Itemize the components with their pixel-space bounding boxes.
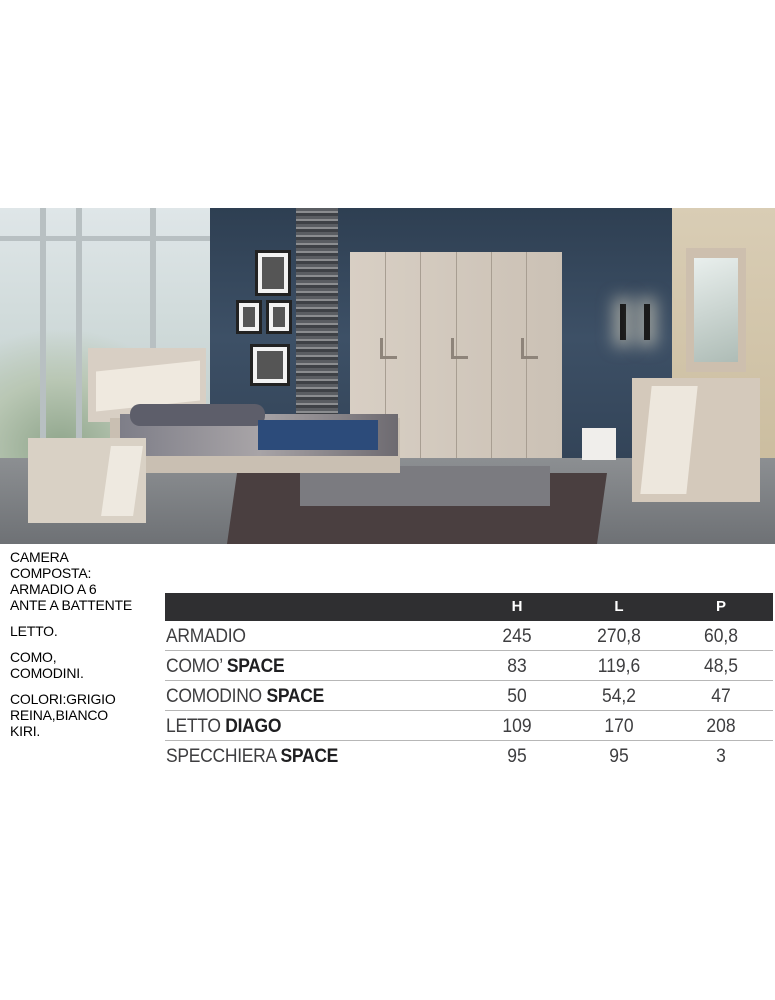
value-h: 95 bbox=[507, 746, 527, 767]
desc-line: COMO, bbox=[10, 649, 57, 665]
wall-picture bbox=[250, 344, 290, 386]
value-h: 83 bbox=[507, 656, 527, 677]
desc-line: LETTO. bbox=[10, 623, 58, 639]
bedroom-product-photo bbox=[0, 208, 775, 544]
item-name: COMO’ SPACE bbox=[166, 656, 285, 677]
value-p: 60,8 bbox=[703, 626, 739, 647]
wall-picture bbox=[266, 300, 292, 334]
desc-line: KIRI. bbox=[10, 723, 41, 739]
table-row bbox=[165, 681, 773, 711]
table-row bbox=[165, 711, 773, 741]
header-l: L bbox=[614, 598, 624, 615]
item-name: ARMADIO bbox=[166, 626, 246, 647]
header-p: P bbox=[715, 598, 727, 615]
header-h: H bbox=[511, 598, 523, 615]
mirror bbox=[686, 248, 746, 372]
value-p: 47 bbox=[711, 686, 731, 707]
bed-pillows bbox=[130, 404, 265, 426]
stool bbox=[582, 428, 616, 460]
table-row bbox=[165, 651, 773, 681]
value-l: 54,2 bbox=[601, 686, 637, 707]
wall-lamp bbox=[644, 304, 650, 340]
dresser bbox=[632, 378, 760, 502]
wall-lamp bbox=[620, 304, 626, 340]
desc-line: ARMADIO A 6 bbox=[10, 581, 97, 597]
value-h: 245 bbox=[502, 626, 532, 647]
value-p: 3 bbox=[716, 746, 726, 767]
table-header bbox=[165, 593, 773, 621]
wall-picture bbox=[236, 300, 262, 334]
value-l: 95 bbox=[609, 746, 629, 767]
desc-line: CAMERA bbox=[10, 549, 69, 565]
stone-column bbox=[296, 208, 338, 418]
bed-throw bbox=[258, 420, 378, 450]
table-row bbox=[165, 741, 773, 770]
value-h: 50 bbox=[507, 686, 527, 707]
composition-description bbox=[10, 549, 160, 739]
desc-line: REINA,BIANCO bbox=[10, 707, 108, 723]
desc-line: ANTE A BATTENTE bbox=[10, 597, 132, 613]
dimensions-table bbox=[165, 593, 773, 770]
wall-picture bbox=[255, 250, 291, 296]
table-row bbox=[165, 621, 773, 651]
value-p: 208 bbox=[706, 716, 736, 737]
value-l: 170 bbox=[604, 716, 634, 737]
item-name: SPECCHIERA SPACE bbox=[166, 746, 339, 767]
value-h: 109 bbox=[502, 716, 532, 737]
value-l: 119,6 bbox=[597, 656, 641, 677]
value-p: 48,5 bbox=[703, 656, 739, 677]
nightstand bbox=[28, 438, 146, 523]
item-name: COMODINO SPACE bbox=[166, 686, 325, 707]
desc-line: COLORI:GRIGIO bbox=[10, 691, 116, 707]
desc-line: COMPOSTA: bbox=[10, 565, 92, 581]
value-l: 270,8 bbox=[597, 626, 641, 647]
desc-line: COMODINI. bbox=[10, 665, 84, 681]
item-name: LETTO DIAGO bbox=[166, 716, 282, 737]
window-transom bbox=[0, 236, 210, 241]
